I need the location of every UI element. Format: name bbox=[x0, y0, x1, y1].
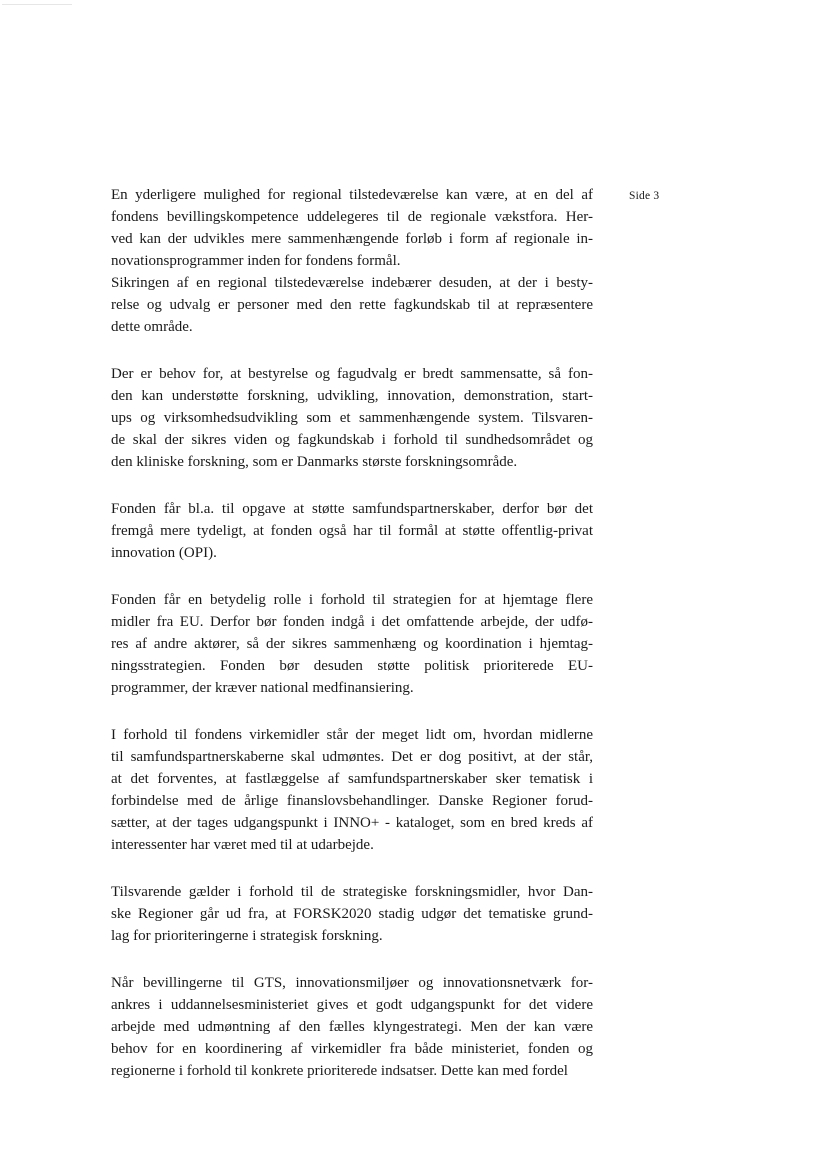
text-line: ske Regioner går ud fra, at FORSK2020 stadig udgør det tematiske grund- bbox=[111, 906, 593, 922]
paragraph bbox=[111, 184, 593, 338]
scan-artifact bbox=[2, 4, 72, 5]
paragraph bbox=[111, 498, 593, 564]
paragraph bbox=[111, 724, 593, 856]
text-line: res af andre aktører, så der sikres sammenhæng og koordination i hjemtag- bbox=[111, 636, 593, 652]
text-line: novationsprogrammer inden for fondens formål. bbox=[111, 253, 401, 269]
text-line: Når bevillingerne til GTS, innovationsmiljøer og innovationsnetværk for- bbox=[111, 975, 593, 991]
text-line: lag for prioriteringerne i strategisk forskning. bbox=[111, 928, 383, 944]
text-line: innovation (OPI). bbox=[111, 545, 217, 561]
text-line: programmer, der kræver national medfinansiering. bbox=[111, 680, 414, 696]
text-line: forbindelse med de årlige finanslovsbehandlinger. Danske Regioner forud- bbox=[111, 793, 593, 809]
paragraph bbox=[111, 881, 593, 947]
text-line: En yderligere mulighed for regional tilstedeværelse kan være, at en del af bbox=[111, 187, 593, 203]
text-line: I forhold til fondens virkemidler står der meget lidt om, hvordan midlerne bbox=[111, 727, 593, 743]
text-line: den kliniske forskning, som er Danmarks største forskningsområde. bbox=[111, 454, 518, 470]
text-line: regionerne i forhold til konkrete prioriterede indsatser. Dette kan med fordel bbox=[111, 1063, 568, 1079]
paragraph bbox=[111, 972, 593, 1082]
text-line: ningsstrategien. Fonden bør desuden støtte politisk prioriterede EU- bbox=[111, 658, 593, 674]
text-line: sætter, at der tages udgangspunkt i INNO+ - kataloget, som en bred kreds af bbox=[111, 815, 593, 831]
text-line: midler fra EU. Derfor bør fonden indgå i det omfattende arbejde, der udfø- bbox=[111, 614, 593, 630]
paragraph bbox=[111, 363, 593, 473]
text-line: til samfundspartnerskaberne skal udmøntes. Det er dog positivt, at der står, bbox=[111, 749, 593, 765]
text-line: Tilsvarende gælder i forhold til de strategiske forskningsmidler, hvor Dan- bbox=[111, 884, 593, 900]
text-line: Fonden får bl.a. til opgave at støtte samfundspartnerskaber, derfor bør det bbox=[111, 501, 593, 517]
text-line: behov for en koordinering af virkemidler fra både ministeriet, fonden og bbox=[111, 1041, 593, 1057]
paragraph bbox=[111, 589, 593, 699]
text-line: arbejde med udmøntning af den fælles klyngestrategi. Men der kan være bbox=[111, 1019, 593, 1035]
text-line: at det forventes, at fastlæggelse af samfundspartnerskaber sker tematisk i bbox=[111, 771, 593, 787]
page-number: Side 3 bbox=[629, 190, 660, 202]
text-line: fremgå mere tydeligt, at fonden også har til formål at støtte offentlig-privat bbox=[111, 523, 593, 539]
text-line: interessenter har været med til at udarbejde. bbox=[111, 837, 374, 853]
text-line: ved kan der udvikles mere sammenhængende forløb i form af regionale in- bbox=[111, 231, 593, 247]
text-line: Fonden får en betydelig rolle i forhold til strategien for at hjemtage flere bbox=[111, 592, 593, 608]
text-line: relse og udvalg er personer med den rette fagkundskab til at repræsentere bbox=[111, 297, 593, 313]
text-line: ups og virksomhedsudvikling som et sammenhængende system. Tilsvaren- bbox=[111, 410, 593, 426]
text-line: fondens bevillingskompetence uddelegeres til de regionale vækstfora. Her- bbox=[111, 209, 593, 225]
text-line: ankres i uddannelsesministeriet gives et godt udgangspunkt for det videre bbox=[111, 997, 593, 1013]
text-line: Sikringen af en regional tilstedeværelse indebærer desuden, at der i besty- bbox=[111, 275, 593, 291]
document-body bbox=[111, 184, 593, 1107]
text-line: Der er behov for, at bestyrelse og fagudvalg er bredt sammensatte, så fon- bbox=[111, 366, 593, 382]
text-line: den kan understøtte forskning, udvikling, innovation, demonstration, start- bbox=[111, 388, 593, 404]
text-line: de skal der sikres viden og fagkundskab i forhold til sundhedsområdet og bbox=[111, 432, 593, 448]
text-line: dette område. bbox=[111, 319, 193, 335]
